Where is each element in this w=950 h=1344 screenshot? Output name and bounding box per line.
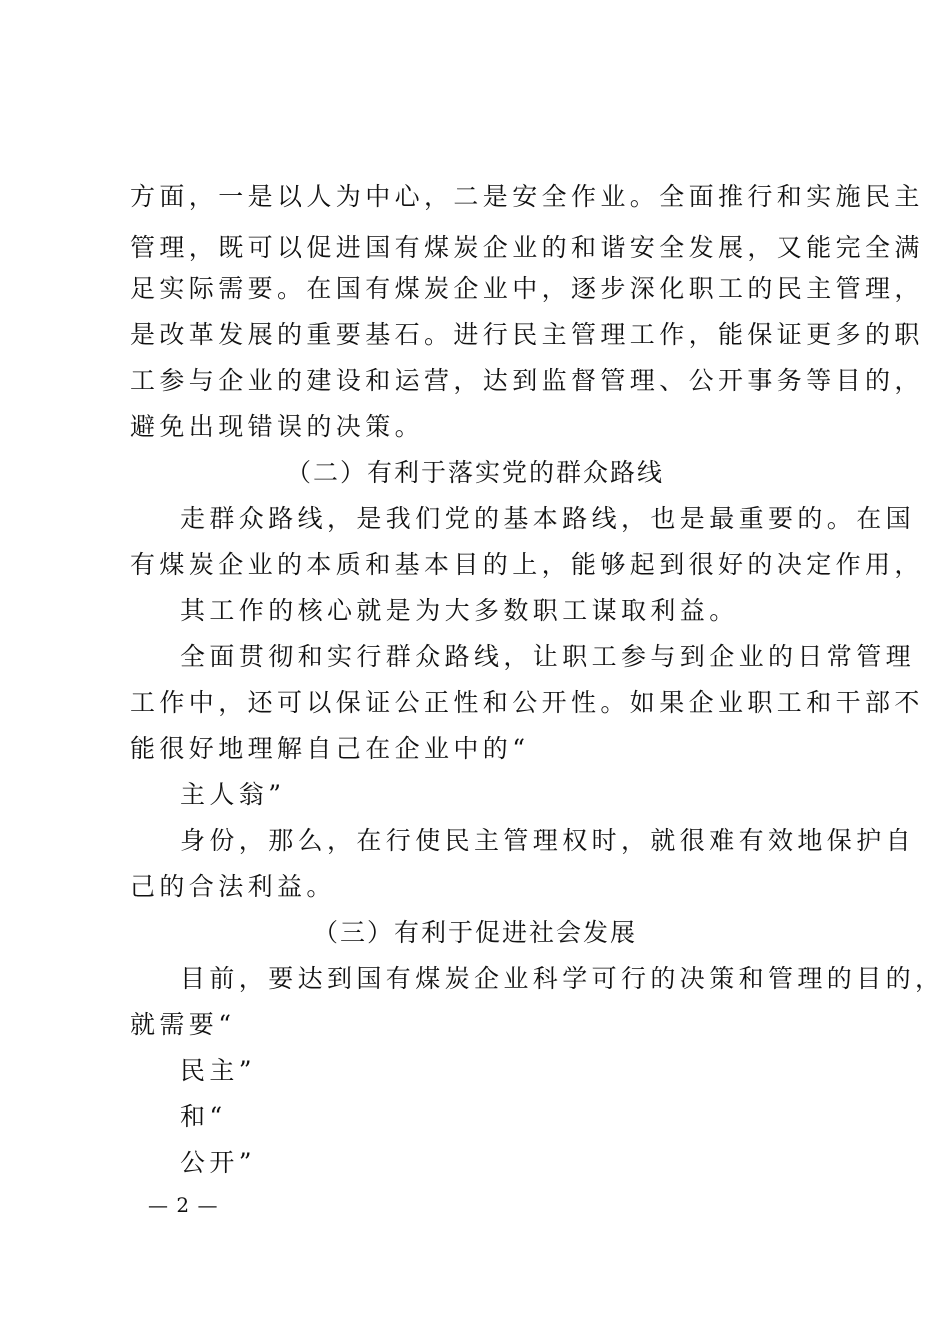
paragraph-line: 工参与企业的建设和运营，达到监督管理、公开事务等目的，	[130, 366, 924, 395]
paragraph-line: 有煤炭企业的本质和基本目的上，能够起到很好的决定作用，	[130, 550, 924, 579]
paragraph-line: 能很好地理解自己在企业中的“	[130, 734, 530, 763]
paragraph-line: 避免出现错误的决策。	[130, 412, 425, 441]
paragraph-line: 己的合法利益。	[130, 872, 336, 901]
paragraph-line: 公开”	[180, 1148, 256, 1177]
paragraph-line: 方面，一是以人为中心，二是安全作业。全面推行和实施民主	[130, 182, 924, 211]
paragraph-line: 民主”	[180, 1056, 256, 1085]
paragraph-line: 工作中，还可以保证公正性和公开性。如果企业职工和干部不	[130, 688, 924, 717]
paragraph-line: 管理，既可以促进国有煤炭企业的和谐安全发展，又能完全满	[130, 233, 924, 262]
paragraph-line: 目前，要达到国有煤炭企业科学可行的决策和管理的目的，	[180, 964, 945, 993]
paragraph-line: 全面贯彻和实行群众路线，让职工参与到企业的日常管理	[180, 642, 916, 671]
paragraph-line: 走群众路线，是我们党的基本路线，也是最重要的。在国	[180, 504, 916, 533]
paragraph-line: 是改革发展的重要基石。进行民主管理工作，能保证更多的职	[130, 320, 924, 349]
section-heading: （二）有利于落实党的群众路线	[285, 458, 664, 487]
paragraph-line: 主人翁”	[180, 780, 286, 809]
paragraph-line: 身份，那么，在行使民主管理权时，就很难有效地保护自	[180, 826, 916, 855]
paragraph-line: 就需要“	[130, 1010, 236, 1039]
paragraph-line: 其工作的核心就是为大多数职工谋取利益。	[180, 596, 739, 625]
section-heading: （三）有利于促进社会发展	[312, 918, 637, 947]
page-number: — 2 —	[148, 1193, 219, 1217]
paragraph-line: 和“	[180, 1102, 227, 1131]
paragraph-line: 足实际需要。在国有煤炭企业中，逐步深化职工的民主管理，	[130, 274, 924, 303]
